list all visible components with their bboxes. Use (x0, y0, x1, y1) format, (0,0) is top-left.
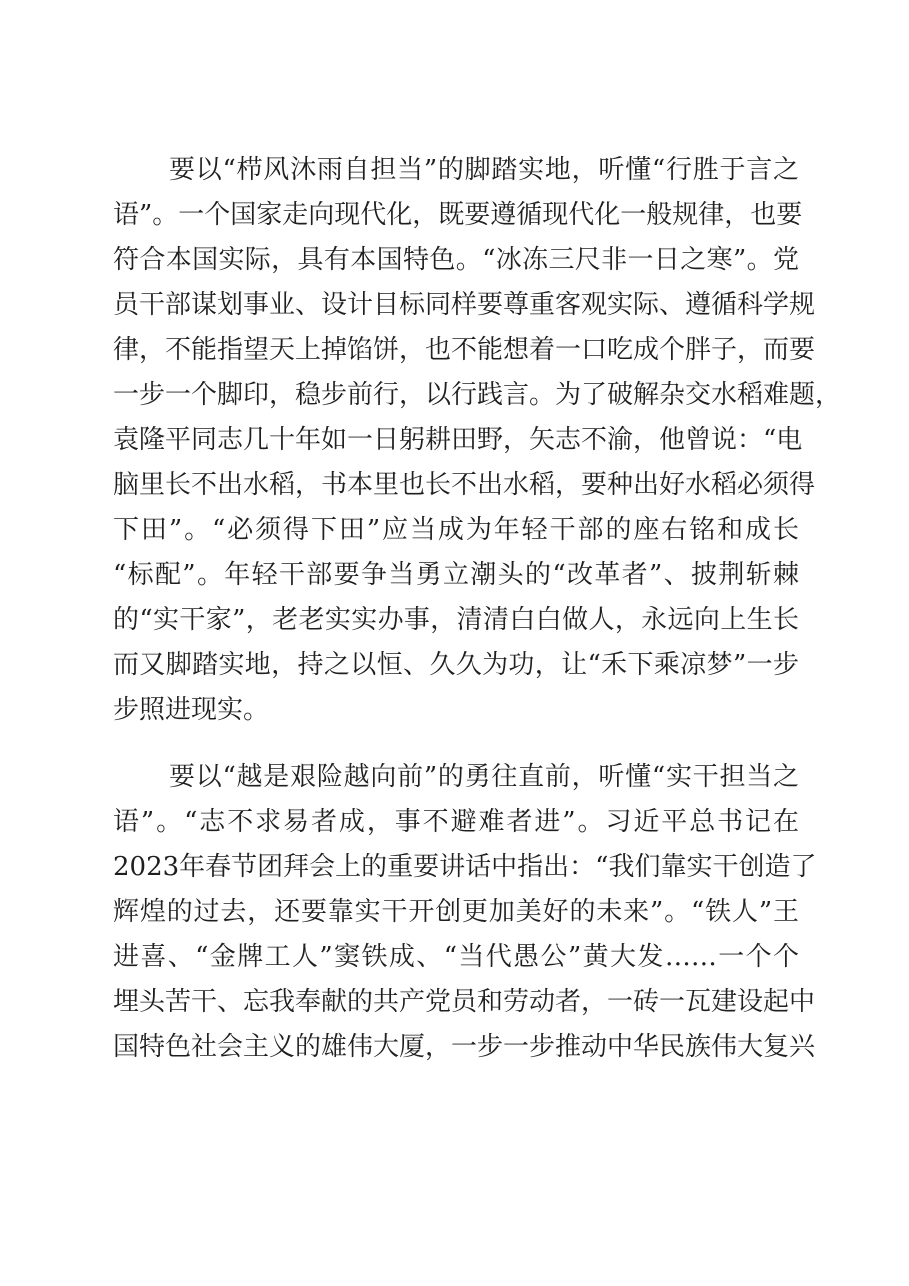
paragraph-1-line-9: 下田”。“必须得下田”应当成为年轻干部的座右铭和成长 (113, 515, 799, 545)
paragraph-2-line-6: 埋头苦干、忘我奉献的共产党员和劳动者，一砖一瓦建设起中 (113, 987, 816, 1017)
paragraph-2-line-7: 国特色社会主义的雄伟大厦，一步一步推动中华民族伟大复兴 (113, 1032, 816, 1062)
paragraph-1-line-4: 员干部谋划事业、设计目标同样要尊重客观实际、遵循科学规 (113, 290, 816, 320)
paragraph-1-line-3: 符合本国实际，具有本国特色。“冰冻三尺非一日之寒”。党 (113, 245, 799, 275)
paragraph-1-line-10: “标配”。年轻干部要争当勇立潮头的“改革者”、披荆斩棘 (113, 560, 799, 590)
paragraph-1-line-12: 而又脚踏实地，持之以恒、久久为功，让“禾下乘凉梦”一步 (113, 650, 799, 680)
paragraph-1-line-13: 步照进现实。 (113, 695, 270, 725)
paragraph-2-line-3: 2023年春节团拜会上的重要讲话中指出：“我们靠实干创造了 (113, 852, 817, 882)
paragraph-1-line-5: 律，不能指望天上掉馅饼，也不能想着一口吃成个胖子，而要 (113, 335, 816, 365)
paragraph-1-line-2: 语”。一个国家走向现代化，既要遵循现代化一般规律，也要 (113, 200, 803, 230)
paragraph-2-line-4: 辉煌的过去，还要靠实干开创更加美好的未来”。“铁人”王 (113, 897, 799, 927)
paragraph-1-line-8: 脑里长不出水稻，书本里也长不出水稻，要种出好水稻必须得 (113, 470, 816, 500)
paragraph-1-line-7: 袁隆平同志几十年如一日躬耕田野，矢志不渝，他曾说：“电 (113, 425, 803, 455)
paragraph-2-line-2: 语”。“志不求易者成，事不避难者进”。习近平总书记在 (113, 807, 799, 837)
paragraph-1-line-6: 一步一个脚印，稳步前行，以行践言。为了破解杂交水稻难题， (113, 380, 842, 410)
paragraph-1-line-11: 的“实干家”，老老实实办事，清清白白做人，永远向上生长 (113, 605, 799, 635)
paragraph-2-line-5: 进喜、“金牌工人”窦铁成、“当代愚公”黄大发……一个个 (113, 942, 799, 972)
paragraph-1-line-1: 要以“栉风沐雨自担当”的脚踏实地，听懂“行胜于言之 (169, 155, 799, 185)
paragraph-2-line-1: 要以“越是艰险越向前”的勇往直前，听懂“实干担当之 (169, 762, 799, 792)
